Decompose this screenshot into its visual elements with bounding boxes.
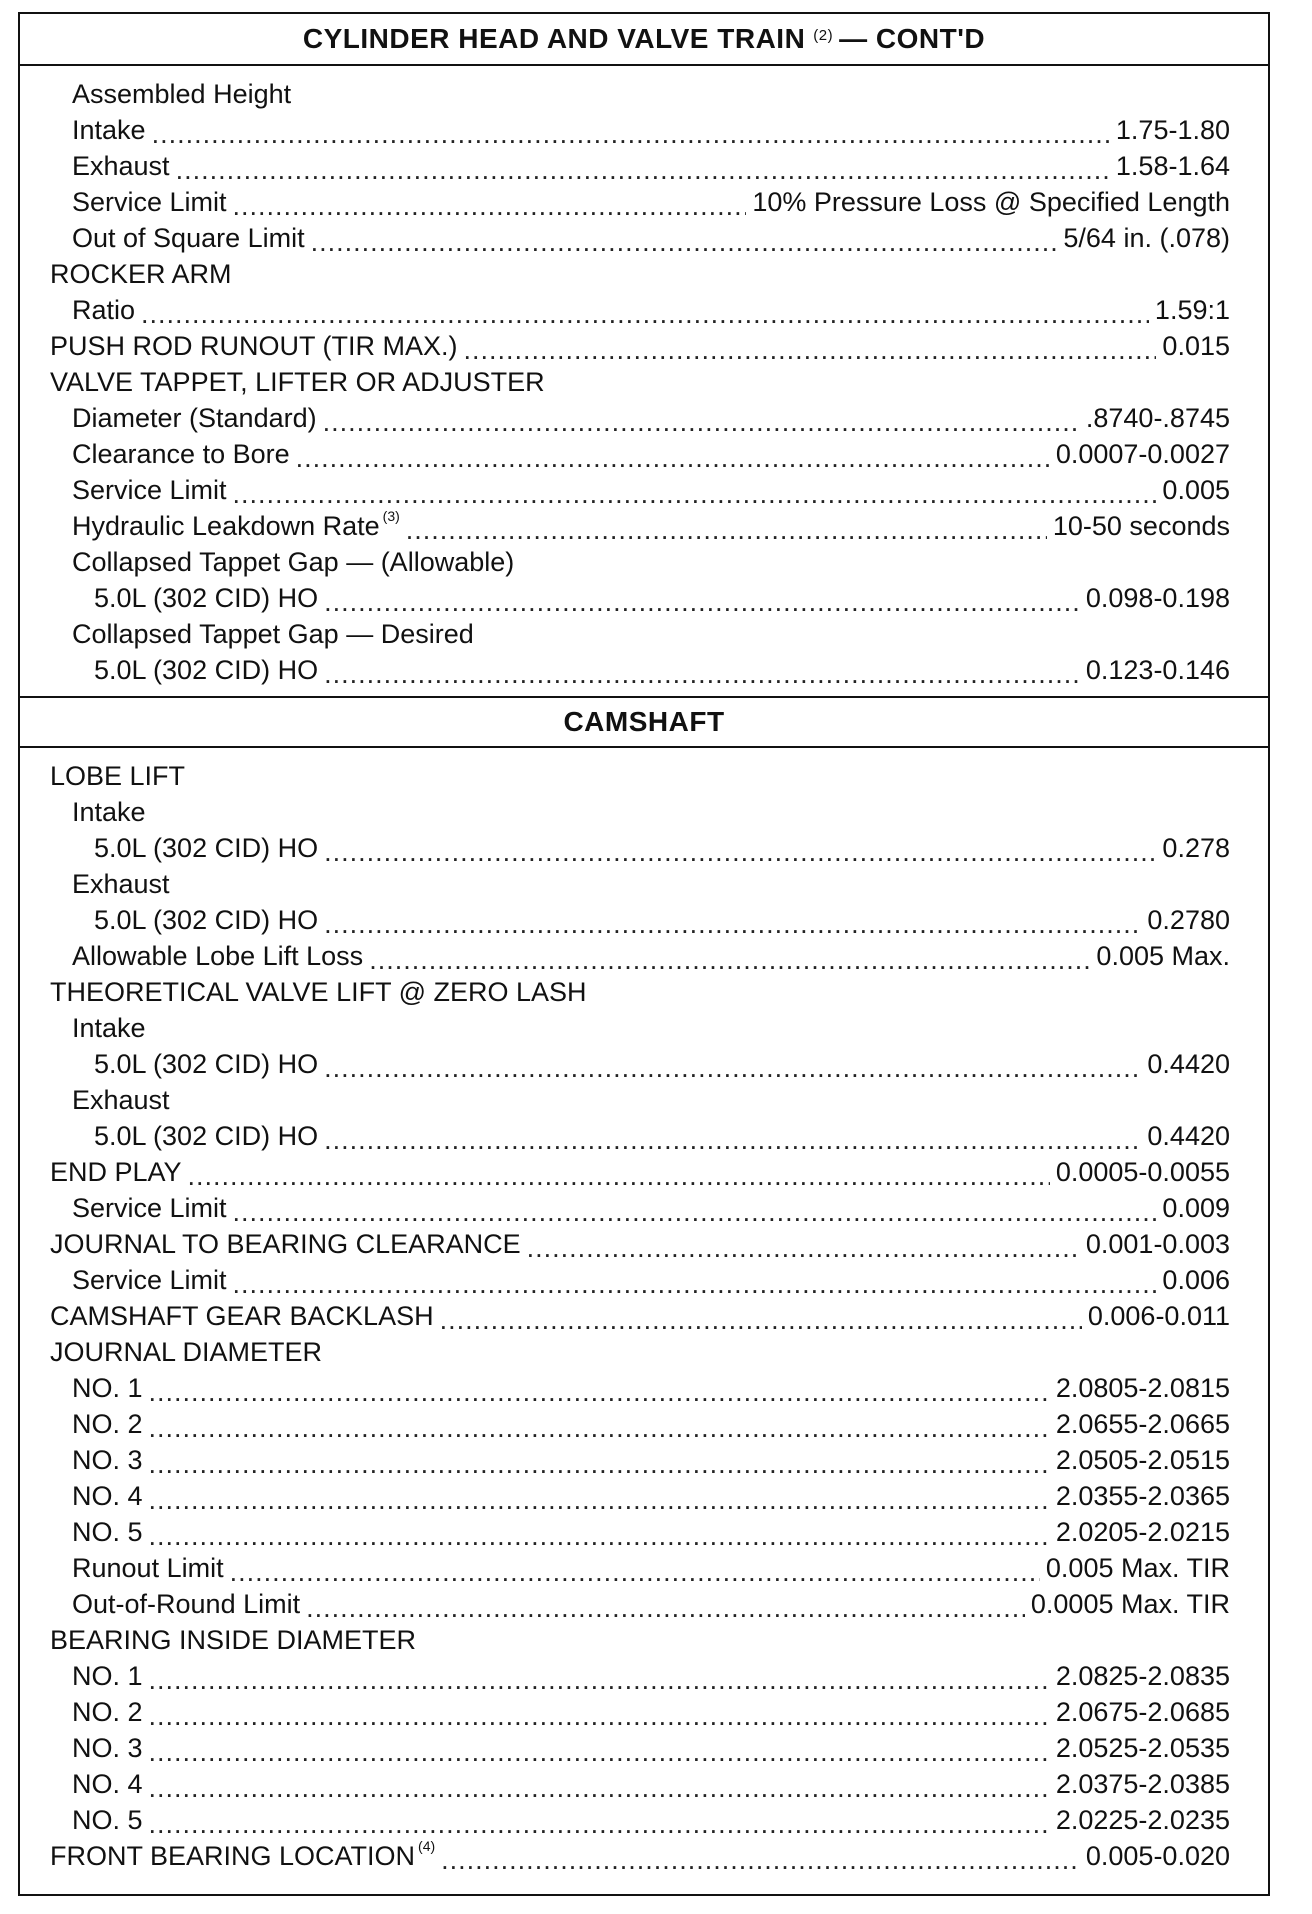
spec-value: 0.009 [1162, 1192, 1230, 1223]
spec-label-text: Runout Limit [72, 1552, 224, 1583]
dot-leader [324, 587, 1080, 618]
dot-leader [464, 335, 1157, 366]
spec-label [72, 1553, 224, 1584]
spec-label-text: NO. 5 [72, 1804, 143, 1835]
spec-row [50, 1334, 1230, 1370]
dot-leader [149, 1413, 1050, 1444]
dot-leader [149, 1773, 1050, 1804]
spec-value: 0.015 [1162, 330, 1230, 361]
spec-row [50, 1298, 1230, 1334]
footnote-marker: (3) [382, 507, 400, 524]
spec-label [72, 115, 146, 146]
spec-label-text: NO. 1 [72, 1372, 143, 1403]
spec-label-text: NO. 1 [72, 1660, 143, 1691]
spec-label-text: VALVE TAPPET, LIFTER OR ADJUSTER [50, 366, 545, 397]
spec-row [50, 1802, 1230, 1838]
spec-label [72, 1805, 143, 1836]
dot-leader [324, 1053, 1141, 1084]
spec-value: 10% Pressure Loss @ Specified Length [752, 186, 1230, 217]
spec-row [50, 866, 1230, 902]
dot-leader [406, 515, 1047, 546]
section-body-camshaft [20, 748, 1268, 1882]
spec-label [72, 1409, 143, 1440]
spec-value: 0.006-0.011 [1087, 1300, 1230, 1331]
spec-row [50, 1838, 1230, 1874]
spec-value: .8740-.8745 [1085, 402, 1230, 433]
spec-row [50, 1118, 1230, 1154]
dot-leader [441, 1845, 1080, 1876]
footnote-marker: (4) [418, 1837, 436, 1854]
spec-label-text: 5.0L (302 CID) HO [94, 1048, 319, 1079]
spec-row [50, 1226, 1230, 1262]
spec-row [50, 1406, 1230, 1442]
spec-row [50, 364, 1230, 400]
dot-leader [233, 1269, 1157, 1300]
spec-label-text: Collapsed Tappet Gap — (Allowable) [72, 546, 515, 577]
dot-leader [149, 1737, 1050, 1768]
spec-label-text: Service Limit [72, 1264, 227, 1295]
spec-value: 0.005 Max. TIR [1045, 1552, 1230, 1583]
spec-value: 2.0655-2.0665 [1055, 1408, 1230, 1439]
spec-label [72, 1085, 170, 1116]
spec-label-text: Service Limit [72, 1192, 227, 1223]
spec-label-text: ROCKER ARM [50, 258, 232, 289]
spec-value: 2.0375-2.0385 [1055, 1768, 1230, 1799]
spec-label [72, 295, 135, 326]
spec-label-text: Exhaust [72, 1084, 170, 1115]
spec-label [94, 583, 318, 614]
spec-label [72, 187, 227, 218]
spec-label [50, 331, 458, 362]
spec-label-text: JOURNAL DIAMETER [50, 1336, 323, 1367]
spec-row [50, 652, 1230, 688]
spec-label-text: Ratio [72, 294, 136, 325]
spec-label [72, 1265, 227, 1296]
spec-label [94, 905, 318, 936]
spec-value: 0.2780 [1147, 904, 1230, 935]
spec-label [72, 79, 291, 110]
spec-value: 2.0355-2.0365 [1055, 1480, 1230, 1511]
spec-label-text: Service Limit [72, 474, 227, 505]
spec-label [94, 833, 318, 864]
spec-label [50, 259, 232, 290]
spec-value: 0.4420 [1147, 1120, 1230, 1151]
spec-label [94, 1121, 318, 1152]
spec-row [50, 1586, 1230, 1622]
spec-label-text: Collapsed Tappet Gap — Desired [72, 618, 474, 649]
spec-label-text: 5.0L (302 CID) HO [94, 1120, 319, 1151]
spec-label-text: Service Limit [72, 186, 227, 217]
dot-leader [149, 1449, 1050, 1480]
spec-label-text: Intake [72, 1012, 146, 1043]
spec-label [72, 1517, 143, 1548]
spec-label [50, 1337, 322, 1368]
footnote-marker: (2) [813, 26, 834, 44]
dot-leader [149, 1701, 1050, 1732]
spec-label [50, 761, 185, 792]
spec-label [50, 1157, 182, 1188]
spec-label [50, 1301, 434, 1332]
spec-row [50, 472, 1230, 508]
dot-leader [311, 227, 1058, 258]
spec-label [72, 1697, 143, 1728]
spec-label [50, 367, 545, 398]
spec-label-text: Out-of-Round Limit [72, 1588, 301, 1619]
spec-value: 1.75-1.80 [1115, 114, 1230, 145]
spec-value: 2.0205-2.0215 [1055, 1516, 1230, 1547]
spec-label-text: PUSH ROD RUNOUT (TIR MAX.) [50, 330, 458, 361]
dot-leader [296, 443, 1050, 474]
spec-row [50, 902, 1230, 938]
spec-label-text: Intake [72, 114, 146, 145]
spec-row [50, 1154, 1230, 1190]
spec-label-text: 5.0L (302 CID) HO [94, 654, 319, 685]
spec-label [72, 1733, 143, 1764]
spec-row [50, 1658, 1230, 1694]
spec-label [50, 977, 587, 1008]
spec-value: 2.0675-2.0685 [1055, 1696, 1230, 1727]
dot-leader [149, 1809, 1050, 1840]
spec-value: 1.58-1.64 [1115, 150, 1230, 181]
spec-row [50, 1262, 1230, 1298]
spec-value: 2.0825-2.0835 [1055, 1660, 1230, 1691]
spec-label [94, 655, 318, 686]
spec-value: 2.0505-2.0515 [1055, 1444, 1230, 1475]
spec-label [72, 223, 305, 254]
spec-label [72, 1193, 227, 1224]
spec-label-text: NO. 3 [72, 1732, 143, 1763]
spec-row [50, 1370, 1230, 1406]
spec-value: 10-50 seconds [1052, 510, 1230, 541]
spec-label [50, 1625, 416, 1656]
section-body-cylinder-head [20, 66, 1268, 696]
spec-value: 0.098-0.198 [1085, 582, 1230, 613]
dot-leader [149, 1485, 1050, 1516]
dot-leader [324, 837, 1156, 868]
spec-row [50, 1046, 1230, 1082]
spec-row [50, 1082, 1230, 1118]
spec-value: 0.005-0.020 [1085, 1840, 1230, 1871]
spec-value: 2.0805-2.0815 [1055, 1372, 1230, 1403]
spec-row [50, 974, 1230, 1010]
spec-label [72, 403, 317, 434]
spec-row [50, 1694, 1230, 1730]
spec-label [72, 1589, 300, 1620]
spec-label-text: NO. 4 [72, 1480, 143, 1511]
section-header-cylinder-head [20, 14, 1268, 66]
spec-label [50, 1229, 521, 1260]
spec-label [72, 1445, 143, 1476]
spec-label-text: NO. 2 [72, 1408, 143, 1439]
spec-label-text: Diameter (Standard) [72, 402, 317, 433]
dot-leader [324, 1125, 1141, 1156]
spec-value: 1.59:1 [1154, 294, 1230, 325]
dot-leader [233, 1197, 1157, 1228]
spec-label-text: Assembled Height [72, 78, 292, 109]
spec-row [50, 148, 1230, 184]
spec-row [50, 1190, 1230, 1226]
spec-label-text: FRONT BEARING LOCATION [50, 1840, 416, 1871]
spec-value: 2.0225-2.0235 [1055, 1804, 1230, 1835]
spec-label-text: Allowable Lobe Lift Loss [72, 940, 364, 971]
spec-label-text: NO. 2 [72, 1696, 143, 1727]
spec-row [50, 328, 1230, 364]
spec-label [72, 547, 514, 578]
section-title-suffix: — CONT'D [839, 23, 986, 54]
spec-row [50, 938, 1230, 974]
spec-label [72, 869, 170, 900]
spec-value: 0.0005 Max. TIR [1030, 1588, 1230, 1619]
dot-leader [176, 155, 1110, 186]
spec-row [50, 544, 1230, 580]
dot-leader [141, 299, 1149, 330]
spec-row [50, 184, 1230, 220]
spec-row [50, 400, 1230, 436]
spec-row [50, 830, 1230, 866]
spec-label [50, 1837, 436, 1872]
spec-row [50, 436, 1230, 472]
spec-row [50, 1550, 1230, 1586]
spec-value: 0.278 [1162, 832, 1230, 863]
dot-leader [369, 945, 1090, 976]
spec-label-text: 5.0L (302 CID) HO [94, 904, 319, 935]
spec-label-text: Exhaust [72, 868, 170, 899]
spec-row [50, 1010, 1230, 1046]
spec-row [50, 616, 1230, 652]
spec-label [94, 1049, 318, 1080]
spec-value: 0.006 [1162, 1264, 1230, 1295]
dot-leader [527, 1233, 1080, 1264]
spec-label [72, 439, 290, 470]
spec-row [50, 292, 1230, 328]
spec-label [72, 1661, 143, 1692]
spec-label [72, 1769, 143, 1800]
dot-leader [233, 191, 747, 222]
spec-label-text: CAMSHAFT GEAR BACKLASH [50, 1300, 434, 1331]
spec-row [50, 112, 1230, 148]
dot-leader [149, 1665, 1050, 1696]
spec-value: 0.005 [1162, 474, 1230, 505]
section-header-camshaft [20, 696, 1268, 748]
spec-row [50, 580, 1230, 616]
spec-label-text: BEARING INSIDE DIAMETER [50, 1624, 417, 1655]
spec-value: 0.001-0.003 [1085, 1228, 1230, 1259]
spec-label-text: Exhaust [72, 150, 170, 181]
spec-row [50, 1622, 1230, 1658]
spec-label-text: Intake [72, 796, 146, 827]
spec-label [72, 507, 400, 542]
spec-label [72, 1481, 143, 1512]
dot-leader [440, 1305, 1082, 1336]
spec-label [72, 1373, 143, 1404]
spec-value: 0.4420 [1147, 1048, 1230, 1079]
spec-value: 0.123-0.146 [1085, 654, 1230, 685]
spec-value: 2.0525-2.0535 [1055, 1732, 1230, 1763]
section-title: CYLINDER HEAD AND VALVE TRAIN [302, 23, 806, 54]
spec-row [50, 794, 1230, 830]
dot-leader [233, 479, 1157, 510]
spec-label-text: END PLAY [50, 1156, 182, 1187]
spec-label-text: Hydraulic Leakdown Rate [72, 510, 380, 541]
dot-leader [149, 1377, 1050, 1408]
spec-table [18, 12, 1270, 1896]
spec-label-text: Clearance to Bore [72, 438, 290, 469]
spec-row [50, 1442, 1230, 1478]
spec-row [50, 256, 1230, 292]
spec-value: 5/64 in. (.078) [1063, 222, 1230, 253]
dot-leader [152, 119, 1110, 150]
spec-row [50, 76, 1230, 112]
spec-value: 0.005 Max. [1096, 940, 1230, 971]
section-title: CAMSHAFT [563, 706, 725, 737]
dot-leader [323, 407, 1080, 438]
spec-label-text: 5.0L (302 CID) HO [94, 832, 319, 863]
dot-leader [324, 659, 1080, 690]
spec-label [72, 1013, 146, 1044]
spec-label-text: NO. 4 [72, 1768, 143, 1799]
spec-label [72, 475, 227, 506]
spec-label [72, 797, 146, 828]
spec-label-text: NO. 5 [72, 1516, 143, 1547]
spec-label-text: Out of Square Limit [72, 222, 305, 253]
dot-leader [188, 1161, 1050, 1192]
spec-label-text: LOBE LIFT [50, 760, 186, 791]
spec-row [50, 508, 1230, 544]
dot-leader [324, 909, 1141, 940]
spec-row [50, 1514, 1230, 1550]
spec-label [72, 151, 170, 182]
spec-label [72, 941, 363, 972]
spec-label-text: JOURNAL TO BEARING CLEARANCE [50, 1228, 521, 1259]
dot-leader [149, 1521, 1050, 1552]
spec-label-text: 5.0L (302 CID) HO [94, 582, 319, 613]
spec-value: 0.0005-0.0055 [1055, 1156, 1230, 1187]
spec-row [50, 1730, 1230, 1766]
spec-label-text: THEORETICAL VALVE LIFT @ ZERO LASH [50, 976, 587, 1007]
spec-row [50, 220, 1230, 256]
spec-label [72, 619, 474, 650]
dot-leader [230, 1557, 1040, 1588]
dot-leader [306, 1593, 1025, 1624]
spec-row [50, 1478, 1230, 1514]
spec-label-text: NO. 3 [72, 1444, 143, 1475]
spec-row [50, 758, 1230, 794]
spec-value: 0.0007-0.0027 [1055, 438, 1230, 469]
spec-row [50, 1766, 1230, 1802]
